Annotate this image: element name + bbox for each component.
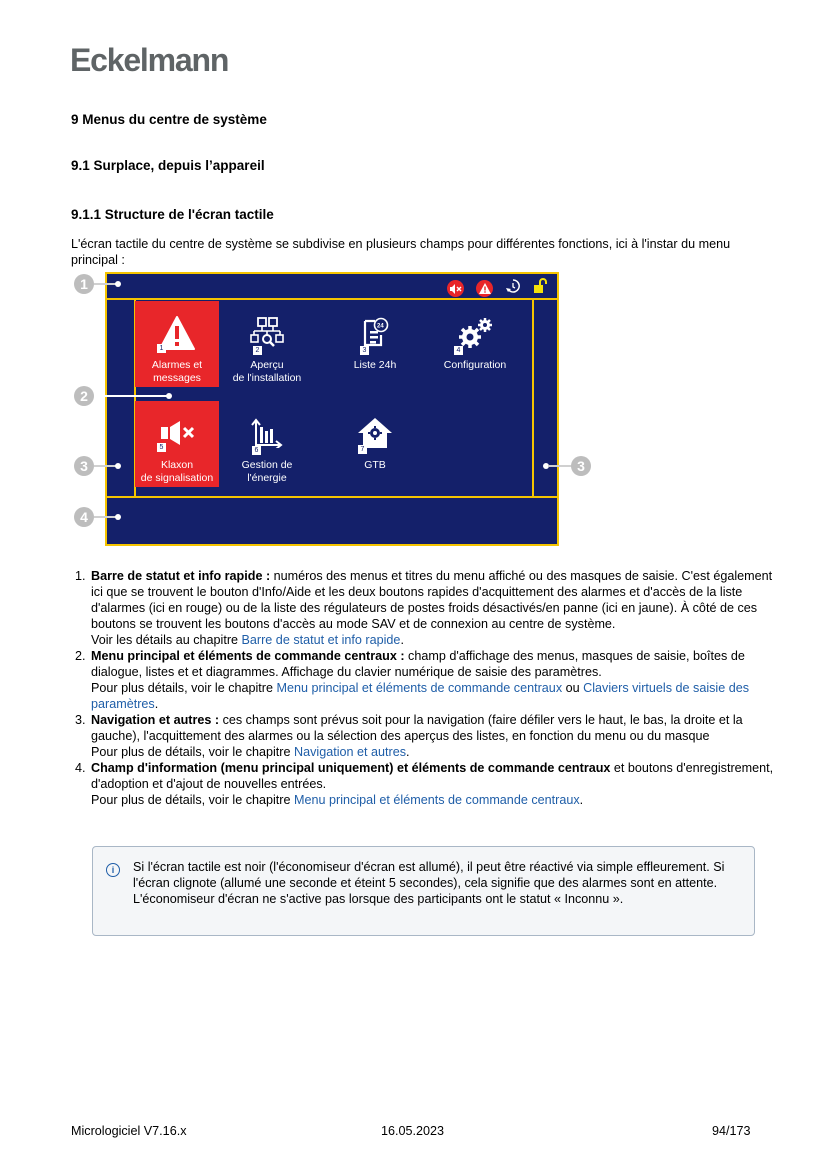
bottom-bar-divider: [107, 496, 557, 498]
horn-muted-icon[interactable]: [447, 280, 464, 297]
right-nav-divider: [532, 298, 534, 498]
heading-chapter: 9 Menus du centre de système: [71, 112, 267, 127]
gears-icon: [456, 317, 494, 349]
tile-label: Liste 24h: [353, 359, 397, 371]
tile-energy-management[interactable]: [225, 401, 309, 487]
link-main-menu-2[interactable]: Menu principal et éléments de commande centraux: [294, 793, 580, 807]
touchscreen-figure: [105, 272, 559, 546]
tile-label: Configuration: [443, 359, 507, 371]
status-bar-icons: [447, 278, 549, 299]
tile-number: 4: [454, 346, 463, 355]
link-status-bar[interactable]: Barre de statut et info rapide: [241, 633, 401, 647]
tile-number: 6: [252, 446, 261, 455]
list-item: 4. Champ d'information (menu principal uniquement) et éléments de commande centraux et boutons d'enregistrement, d'adoption et d'ajout de nouvelles entrées. Pour plus de détails, voir le chapitre Menu principal et éléments de commande centraux.: [89, 760, 779, 808]
link-navigation[interactable]: Navigation et autres: [294, 745, 407, 759]
info-icon: i: [106, 863, 120, 877]
field-description-list: [71, 568, 779, 808]
footer-date: 16.05.2023: [381, 1124, 445, 1138]
tile-label: Alarmes et: [151, 359, 203, 371]
alarm-warning-icon[interactable]: [476, 280, 493, 297]
tile-number: 7: [358, 445, 367, 454]
energy-chart-icon: [250, 418, 284, 448]
svg-text:24: 24: [377, 323, 384, 330]
tile-alarms-messages[interactable]: [135, 301, 219, 387]
tile-list-24h[interactable]: [333, 301, 417, 387]
tile-number: 2: [253, 346, 262, 355]
tile-installation-overview[interactable]: [225, 301, 309, 387]
tile-label: l'énergie: [247, 471, 287, 484]
tile-number: 1: [157, 344, 166, 353]
link-virtual-keyboards[interactable]: Claviers virtuels de saisie des paramètres: [91, 681, 750, 711]
footer-page: 94/173: [712, 1124, 751, 1138]
list-item: 3. Navigation et autres : ces champs sont prévus soit pour la navigation (faire défiler vers le haut, le bas, la droite et la gauche), l'acquittement des alarmes ou la sélection des aperçus des listes, en fonction du menu ou du masque Pour plus de détails, voir le chapitre Navigation et autres.: [89, 712, 779, 760]
tile-label: Gestion de: [241, 459, 293, 471]
tile-label: de l'installation: [232, 371, 302, 384]
tile-configuration[interactable]: [433, 301, 517, 387]
tile-gtb[interactable]: [333, 401, 417, 487]
tile-signal-horn[interactable]: [135, 401, 219, 487]
list-24h-icon: [360, 317, 390, 349]
tile-label: Klaxon: [160, 459, 194, 471]
network-search-icon: [250, 317, 284, 349]
link-main-menu[interactable]: Menu principal et éléments de commande centraux: [276, 681, 563, 695]
list-item: 2. Menu principal et éléments de commande centraux : champ d'affichage des menus, masques de saisie, boîtes de dialogue, listes et et diagrammes. Affichage du clavier numérique de saisie des paramètres. Pour plus détails, voir le chapitre Menu principal et éléments de commande centraux ou Claviers virtuels de saisie des paramètres.: [89, 648, 779, 712]
tile-label: messages: [153, 371, 201, 384]
footer-firmware: Micrologiciel V7.16.x: [71, 1124, 187, 1138]
tile-label: GTB: [364, 459, 386, 471]
unlock-icon[interactable]: [533, 278, 549, 299]
heading-section: 9.1 Surplace, depuis l’appareil: [71, 158, 265, 173]
tile-label: de signalisation: [140, 471, 214, 484]
list-item: 1. Barre de statut et info rapide : numéros des menus et titres du menu affiché ou des masques de saisie. C'est également ici que se trouvent le bouton d'Info/Aide et les deux boutons rapides d'acquittement des alarmes et d'accès de la liste d'alarmes (ici en rouge) ou de la liste des régulateurs de postes froids désactivés/en panne (ici en jaune). À côté de ces boutons se trouvent les boutons d'accès au mode SAV et de connexion au centre de système. Voir les détails au chapitre Barre de statut et info rapide.: [89, 568, 779, 648]
tile-label: Aperçu: [250, 359, 284, 371]
tile-number: 3: [360, 346, 369, 355]
heading-subsection: 9.1.1 Structure de l'écran tactile: [71, 207, 274, 222]
tile-number: 5: [157, 443, 166, 452]
service-icon[interactable]: [505, 278, 521, 299]
note-text: Si l'écran tactile est noir (l'économiseur d'écran est allumé), il peut être réactivé via simple effleurement. Si l'écran clignote (allumé une seconde et éteint 5 secondes), cela signifie que des alarmes sont en attente. L'économiseur d'écran ne s'active pas lorsque des participants ont le statut « Inconnu ».: [133, 860, 725, 906]
intro-paragraph: L'écran tactile du centre de système se subdivise en plusieurs champs pour différentes fonctions, ici à l'instar du menu principal :: [71, 237, 731, 267]
info-note: [92, 846, 755, 936]
eckelmann-logo: Eckelmann: [70, 42, 229, 78]
